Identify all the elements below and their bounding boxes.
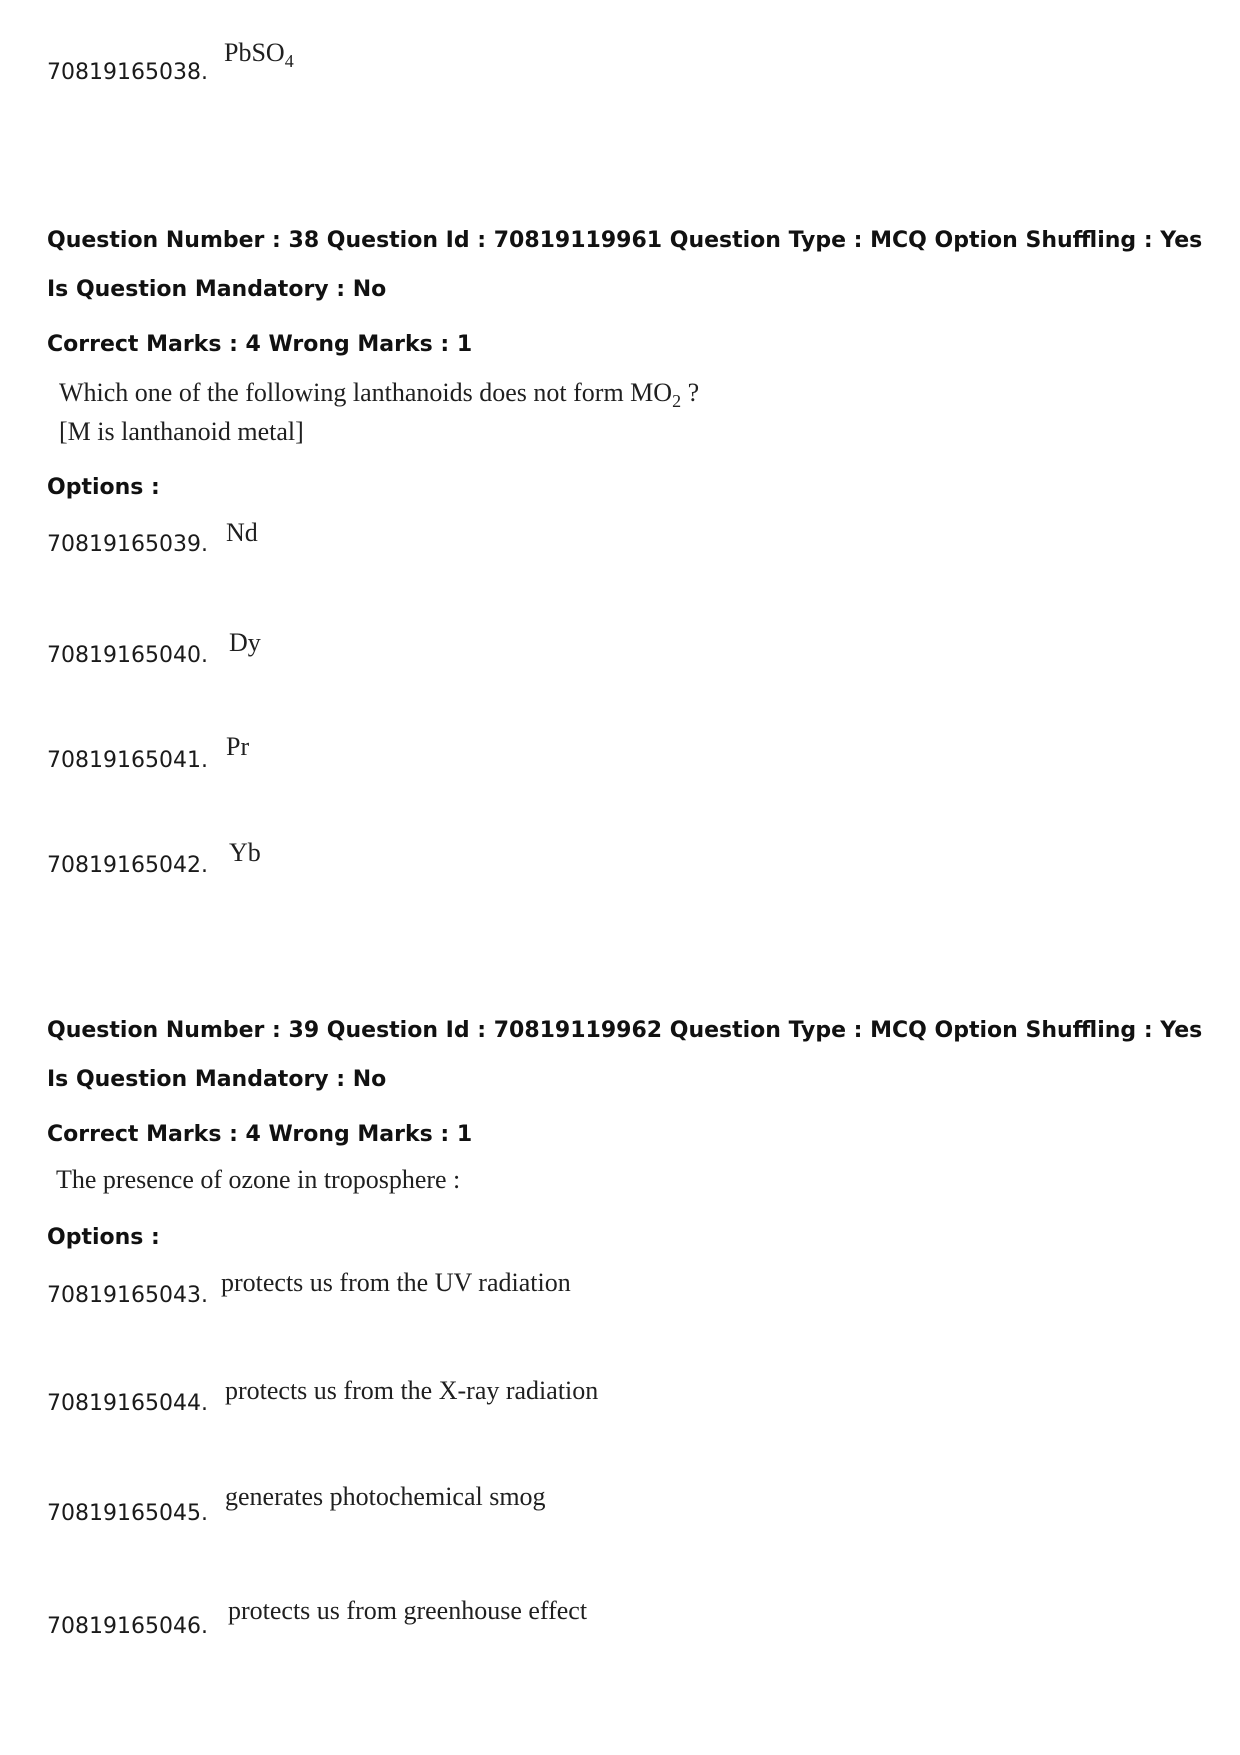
option-text: Yb — [229, 838, 261, 867]
option-id: 70819165043. — [47, 1283, 208, 1308]
option-text: protects us from the UV radiation — [221, 1268, 571, 1297]
option-text: Pr — [226, 732, 250, 761]
option-id: 70819165038. — [47, 60, 208, 85]
option-id: 70819165045. — [47, 1501, 208, 1526]
formula-main: PbSO — [224, 38, 285, 67]
question-text-part: ? — [681, 378, 700, 407]
option-text — [224, 38, 294, 71]
option-id: 70819165039. — [47, 532, 208, 557]
options-label: Options : — [47, 1225, 160, 1250]
mandatory-line: Is Question Mandatory : No — [47, 1067, 387, 1092]
question-text-line1 — [59, 378, 700, 411]
question-header: Question Number : 39 Question Id : 70819119962 Question Type : MCQ Option Shuffling : Yes — [47, 1018, 1203, 1043]
question-header: Question Number : 38 Question Id : 70819119961 Question Type : MCQ Option Shuffling : Yes — [47, 228, 1203, 253]
mandatory-line: Is Question Mandatory : No — [47, 277, 387, 302]
option-id: 70819165046. — [47, 1614, 208, 1639]
option-text: protects us from greenhouse effect — [228, 1596, 588, 1625]
formula-subscript: 4 — [284, 51, 294, 71]
option-text: protects us from the X-ray radiation — [225, 1376, 599, 1405]
option-text: Dy — [229, 628, 261, 657]
marks-line: Correct Marks : 4 Wrong Marks : 1 — [47, 332, 473, 357]
question-text-subscript: 2 — [672, 391, 682, 411]
question-text-line2: [M is lanthanoid metal] — [59, 417, 304, 446]
option-id: 70819165041. — [47, 748, 208, 773]
option-text: generates photochemical smog — [225, 1482, 546, 1511]
options-label: Options : — [47, 475, 160, 500]
option-id: 70819165040. — [47, 643, 208, 668]
option-id: 70819165042. — [47, 853, 208, 878]
option-text: Nd — [226, 518, 258, 547]
marks-line: Correct Marks : 4 Wrong Marks : 1 — [47, 1122, 473, 1147]
option-id: 70819165044. — [47, 1391, 208, 1416]
question-text-line1: The presence of ozone in troposphere : — [56, 1165, 461, 1194]
question-text-part: Which one of the following lanthanoids does not form MO — [59, 378, 673, 407]
